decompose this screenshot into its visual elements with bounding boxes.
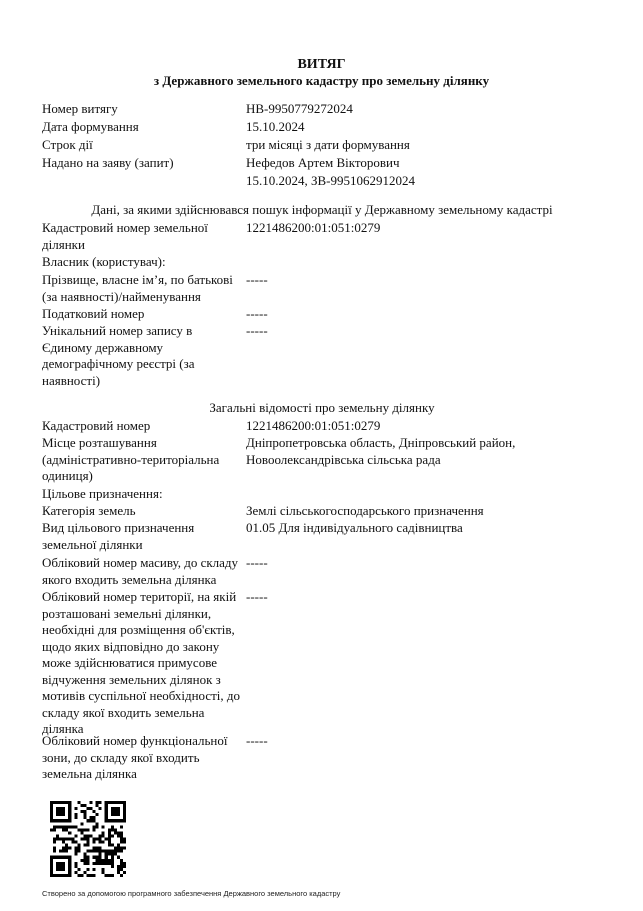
search-label: Власник (користувач): [42,254,166,269]
search-value: ----- [246,323,268,338]
general-label: Кадастровий номер [42,418,151,433]
meta-value: 15.10.2024 [246,119,305,134]
meta-value: три місяці з дати формування [246,137,410,152]
general-label: Місце розташування (адміністративно-територіальна одиниця) [42,435,220,483]
qr-code-icon [50,801,126,877]
search-label: Кадастровий номер земельної ділянки [42,220,208,252]
meta-label: Строк дії [42,137,93,152]
search-label: Унікальний номер запису в Єдиному державному демографічному реєстрі (за наявності) [42,323,195,388]
general-label: Обліковий номер функціональної зони, до складу якої входить земельна ділянка [42,733,228,781]
general-value: ----- [246,589,268,604]
general-value: Дніпропетровська область, Дніпровський район, Новоолександрівська сільська рада [246,435,516,467]
search-section-heading: Дані, за якими здійснювався пошук інформації у Державному земельному кадастрі [91,202,553,217]
general-value: Землі сільськогосподарського призначення [246,503,484,518]
general-value: 1221486200:01:051:0279 [246,418,381,433]
footer-note: Створено за допомогою програмного забезпечення Державного земельного кадастру [42,889,341,898]
general-label: Категорія земель [42,503,136,518]
general-label: Обліковий номер території, на якій розташовані земельні ділянки, необхідні для розміщення об'єктів, щодо яких відповідно до закону може здійснюватися примусове відчуження земельних ділянок з мотивів суспільної необхідності, до складу якої входить земельна ділянка [42,589,241,736]
meta-label: Номер витягу [42,101,118,116]
general-value: ----- [246,733,268,748]
search-label: Прізвище, власне ім’я, по батькові (за наявності)/найменування [42,272,233,304]
general-value: 01.05 Для індивідуального садівництва [246,520,463,535]
general-section-heading: Загальні відомості про земельну ділянку [209,400,435,415]
meta-value: НВ-9950779272024 [246,101,353,116]
meta-value: Нефедов Артем Вікторович [246,155,400,170]
general-label: Цільове призначення: [42,486,163,501]
general-label: Вид цільового призначення земельної ділянки [42,520,195,552]
search-value: ----- [246,272,268,287]
meta-label: Дата формування [42,119,139,134]
general-value: ----- [246,555,268,570]
search-value: 1221486200:01:051:0279 [246,220,381,235]
document-subtitle: з Державного земельного кадастру про земельну ділянку [153,73,490,88]
meta-label: Надано на заяву (запит) [42,155,174,170]
search-label: Податковий номер [42,306,145,321]
meta-value: 15.10.2024, ЗВ-9951062912024 [246,173,416,188]
search-value: ----- [246,306,268,321]
document-title: ВИТЯГ [297,57,346,72]
general-label: Обліковий номер масиву, до складу якого входить земельна ділянка [42,555,239,587]
